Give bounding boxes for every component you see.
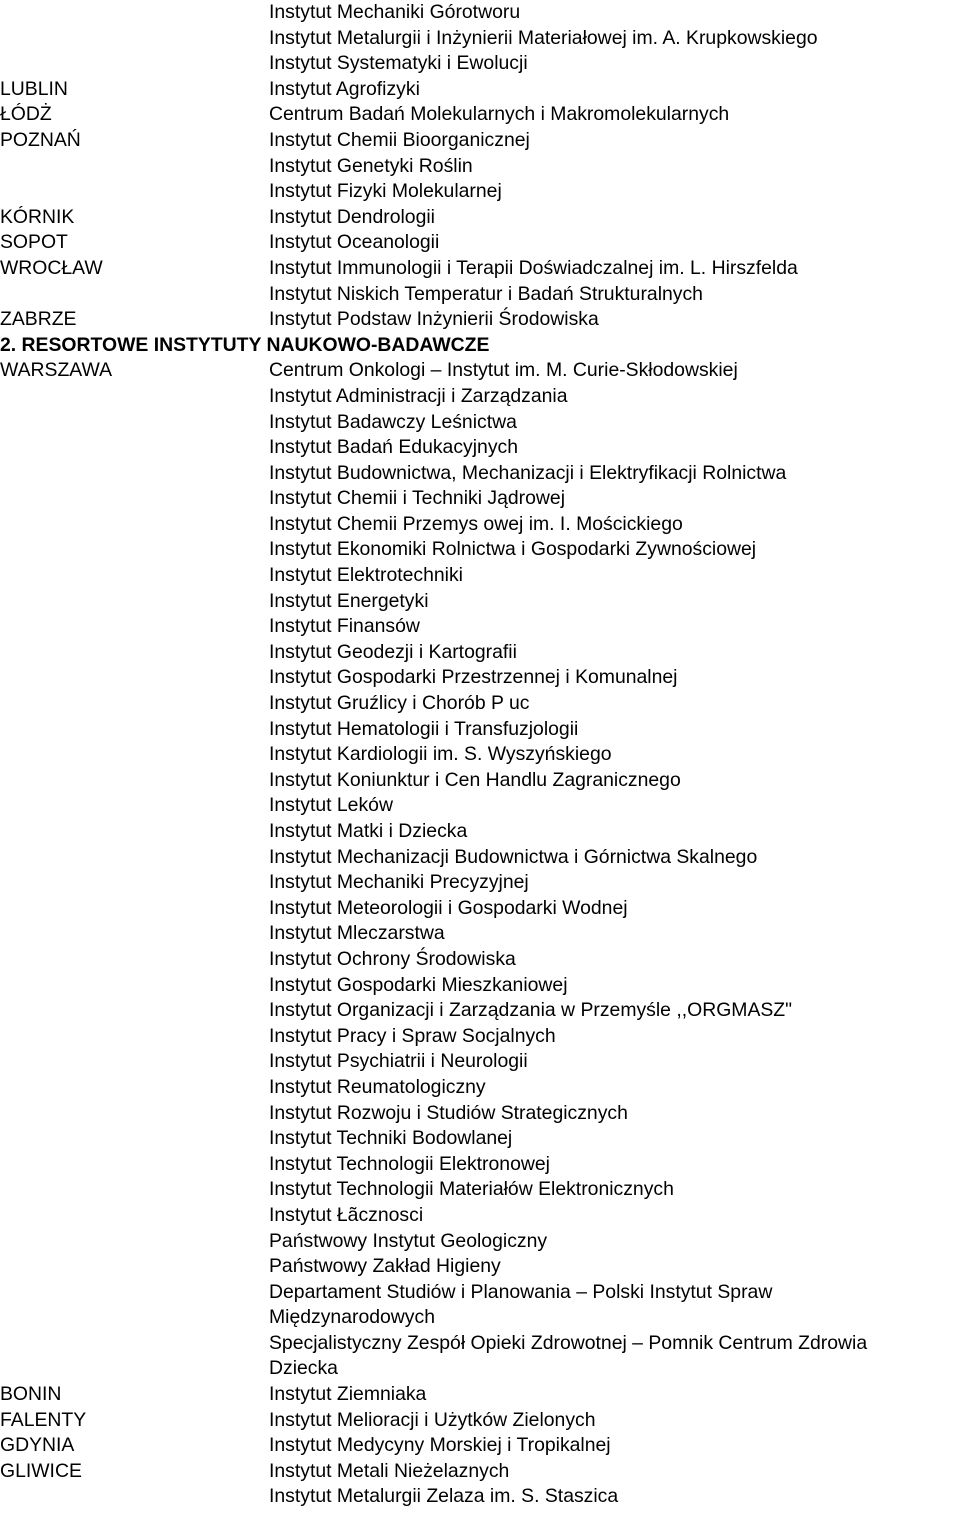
institute-row	[0, 1484, 960, 1510]
institute-row	[0, 691, 960, 717]
institute-row	[0, 512, 960, 538]
institute-name: Departament Studiów i Planowania – Polski Instytut Spraw	[269, 1280, 773, 1303]
institute-name: Instytut Gruźlicy i Chorób P uc	[269, 692, 530, 715]
institute-row	[0, 1024, 960, 1050]
city-label: KÓRNIK	[0, 205, 75, 228]
institute-row	[0, 973, 960, 999]
institute-row	[0, 1126, 960, 1152]
institute-name: Instytut Administracji i Zarządzania	[269, 384, 568, 407]
institute-name: Instytut Gospodarki Mieszkaniowej	[269, 973, 568, 996]
city-label: BONIN	[0, 1383, 62, 1406]
institute-name: Instytut Technologii Elektronowej	[269, 1152, 550, 1175]
institute-row	[0, 358, 960, 384]
institute-name: Instytut Metalurgii i Inżynierii Materiałowej im. A. Krupkowskiego	[269, 26, 818, 49]
institute-row	[0, 102, 960, 128]
institute-name: Instytut Pracy i Spraw Socjalnych	[269, 1024, 556, 1047]
institute-row	[0, 870, 960, 896]
institute-row	[0, 665, 960, 691]
institute-row	[0, 1254, 960, 1280]
institute-name: Dziecka	[269, 1357, 338, 1380]
institute-name: Instytut Energetyki	[269, 589, 429, 612]
city-label: GDYNIA	[0, 1434, 75, 1457]
institute-name: Instytut Finansów	[269, 615, 420, 638]
institute-row	[0, 410, 960, 436]
institute-row	[0, 589, 960, 615]
institute-row	[0, 256, 960, 282]
section-heading-row	[0, 333, 960, 359]
institute-name: Instytut Immunologii i Terapii Doświadczalnej im. L. Hirszfelda	[269, 256, 798, 279]
institute-row	[0, 1152, 960, 1178]
institute-row	[0, 614, 960, 640]
institute-name: Instytut Metali Nieżelaznych	[269, 1459, 510, 1482]
institute-row	[0, 742, 960, 768]
institute-row	[0, 537, 960, 563]
institute-row	[0, 307, 960, 333]
institute-row	[0, 563, 960, 589]
institute-name: Instytut Mechaniki Precyzyjnej	[269, 871, 529, 894]
institute-row	[0, 1331, 960, 1357]
institute-row	[0, 921, 960, 947]
institute-name: Instytut Badawczy Leśnictwa	[269, 410, 517, 433]
institute-row	[0, 384, 960, 410]
institute-row	[0, 486, 960, 512]
institute-row	[0, 1382, 960, 1408]
institute-name: Instytut Chemii Bioorganicznej	[269, 128, 530, 151]
institute-name: Instytut Kardiologii im. S. Wyszyńskiego	[269, 743, 612, 766]
institute-row	[0, 1049, 960, 1075]
institute-name: Instytut Rozwoju i Studiów Strategicznych	[269, 1101, 628, 1124]
city-label: LUBLIN	[0, 77, 68, 100]
institute-name: Instytut Technologii Materiałów Elektronicznych	[269, 1178, 674, 1201]
institute-row	[0, 845, 960, 871]
institute-row	[0, 461, 960, 487]
institute-row	[0, 282, 960, 308]
institute-row	[0, 793, 960, 819]
city-label: WARSZAWA	[0, 359, 113, 382]
institute-name: Instytut Chemii Przemys owej im. I. Mościckiego	[269, 512, 683, 535]
institute-name: Instytut Koniunktur i Cen Handlu Zagranicznego	[269, 768, 681, 791]
institute-row	[0, 896, 960, 922]
institute-row	[0, 998, 960, 1024]
institute-row	[0, 77, 960, 103]
institute-row	[0, 0, 960, 26]
city-label: ŁÓDŻ	[0, 103, 52, 126]
institute-name: Instytut Łãcznosci	[269, 1203, 424, 1226]
institute-name: Instytut Ochrony Środowiska	[269, 947, 516, 970]
institute-row	[0, 51, 960, 77]
institute-name: Instytut Oceanologii	[269, 231, 440, 254]
institute-row	[0, 1356, 960, 1382]
institute-row	[0, 154, 960, 180]
institute-name: Instytut Podstaw Inżynierii Środowiska	[269, 308, 599, 331]
institute-name: Instytut Psychiatrii i Neurologii	[269, 1050, 528, 1073]
institute-name: Instytut Reumatologiczny	[269, 1075, 486, 1098]
institute-name: Instytut Badań Edukacyjnych	[269, 436, 518, 459]
section-heading: 2. RESORTOWE INSTYTUTY NAUKOWO-BADAWCZE	[0, 333, 490, 356]
institute-name: Instytut Leków	[269, 794, 393, 817]
institute-name: Instytut Mechanizacji Budownictwa i Górnictwa Skalnego	[269, 845, 758, 868]
institute-row	[0, 179, 960, 205]
institute-name: Instytut Hematologii i Transfuzjologii	[269, 717, 579, 740]
institute-name: Instytut Agrofizyki	[269, 77, 420, 100]
institute-name: Centrum Onkologi – Instytut im. M. Curie-Skłodowskiej	[269, 359, 738, 382]
institute-name: Instytut Meteorologii i Gospodarki Wodnej	[269, 896, 628, 919]
institute-name: Państwowy Instytut Geologiczny	[269, 1229, 548, 1252]
institute-name: Specjalistyczny Zespół Opieki Zdrowotnej – Pomnik Centrum Zdrowia	[269, 1331, 868, 1354]
institute-row	[0, 230, 960, 256]
institute-row	[0, 26, 960, 52]
institute-name: Instytut Ekonomiki Rolnictwa i Gospodarki Zywnościowej	[269, 538, 757, 561]
institute-row	[0, 1075, 960, 1101]
institute-name: Instytut Niskich Temperatur i Badań Strukturalnych	[269, 282, 703, 305]
institute-row	[0, 1101, 960, 1127]
institute-name: Instytut Fizyki Molekularnej	[269, 180, 502, 203]
institute-name: Instytut Elektrotechniki	[269, 564, 463, 587]
institute-row	[0, 128, 960, 154]
institute-row	[0, 1305, 960, 1331]
institute-name: Instytut Budownictwa, Mechanizacji i Elektryfikacji Rolnictwa	[269, 461, 787, 484]
institute-list-section-one	[0, 0, 960, 333]
institute-name: Instytut Systematyki i Ewolucji	[269, 52, 528, 75]
institute-name: Międzynarodowych	[269, 1306, 435, 1329]
institute-name: Instytut Genetyki Roślin	[269, 154, 473, 177]
institute-row	[0, 947, 960, 973]
institute-name: Instytut Matki i Dziecka	[269, 820, 468, 842]
institute-name: Instytut Techniki Bodowlanej	[269, 1127, 513, 1150]
institute-name: Centrum Badań Molekularnych i Makromolekularnych	[269, 103, 730, 126]
institute-row	[0, 768, 960, 794]
institute-name: Instytut Mleczarstwa	[269, 922, 445, 945]
institute-name: Instytut Chemii i Techniki Jądrowej	[269, 487, 566, 510]
city-label: FALENTY	[0, 1408, 87, 1431]
institute-row	[0, 1433, 960, 1459]
city-label: GLIWICE	[0, 1459, 82, 1482]
city-label: WROCŁAW	[0, 256, 103, 279]
institute-name: Instytut Organizacji i Zarządzania w Przemyśle ,,ORGMASZ"	[269, 999, 793, 1022]
city-label: POZNAŃ	[0, 128, 81, 151]
institute-name: Instytut Ziemniaka	[269, 1383, 427, 1406]
institute-row	[0, 717, 960, 743]
institute-name: Instytut Gospodarki Przestrzennej i Komunalnej	[269, 666, 678, 689]
institute-row	[0, 1203, 960, 1229]
institute-name: Instytut Dendrologii	[269, 205, 435, 228]
institute-row	[0, 819, 960, 845]
institute-name: Państwowy Zakład Higieny	[269, 1255, 501, 1278]
institute-row	[0, 435, 960, 461]
institute-row	[0, 1408, 960, 1434]
institute-name: Instytut Geodezji i Kartografii	[269, 640, 517, 663]
institute-name: Instytut Melioracji i Użytków Zielonych	[269, 1408, 596, 1431]
city-label: SOPOT	[0, 231, 68, 254]
institute-row	[0, 1459, 960, 1485]
institute-row	[0, 205, 960, 231]
institute-list-section-two	[0, 358, 960, 1510]
institute-row	[0, 640, 960, 666]
institute-row	[0, 1177, 960, 1203]
institute-name: Instytut Medycyny Morskiej i Tropikalnej	[269, 1434, 611, 1457]
institute-row	[0, 1280, 960, 1306]
city-label: ZABRZE	[0, 308, 77, 331]
institute-name: Instytut Mechaniki Górotworu	[269, 1, 521, 23]
institute-name: Instytut Metalurgii Zelaza im. S. Staszica	[269, 1485, 619, 1508]
institute-row	[0, 1229, 960, 1255]
